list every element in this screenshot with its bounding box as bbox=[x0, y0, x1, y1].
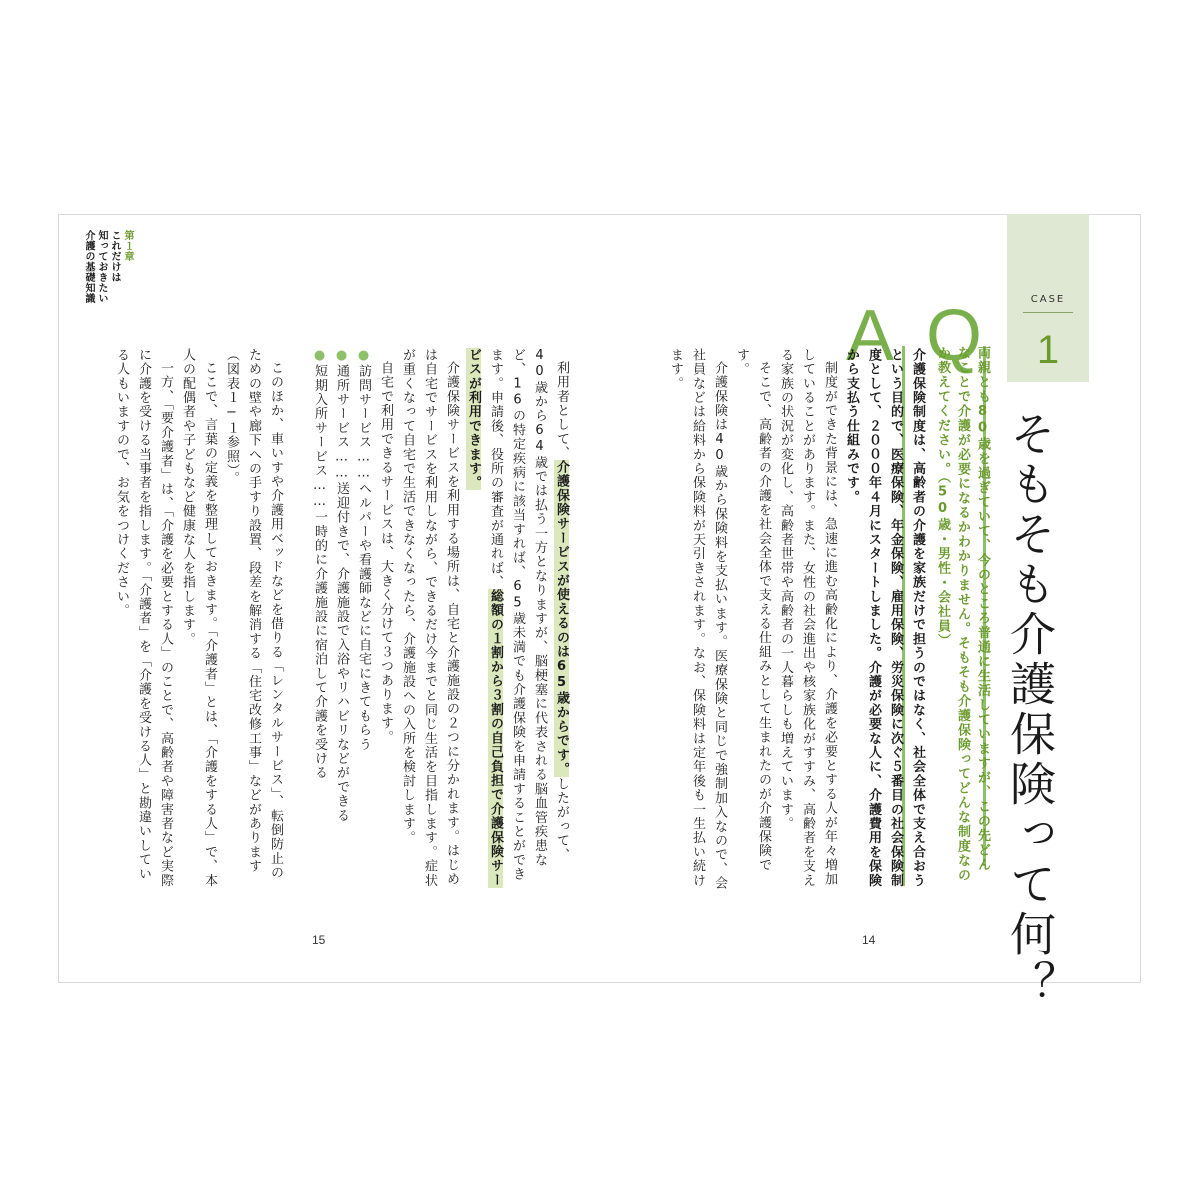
case-number: 1 bbox=[1036, 328, 1060, 372]
left-p1-text-mid: したがって、40歳から64歳では払う一方となりますが、脳梗塞に代表される脳血管疾患など、16の特定疾病に該当すれば、65歳未満でも介護保険を申請することができます。申請後、役所の審査が通れば、 bbox=[488, 348, 569, 882]
left-page-body bbox=[110, 348, 572, 893]
answer-paragraph-4: 介護保険は40歳から保険料を支払います。医療保険と同じで強制加入なので、会社員などは給料から保険料が天引きされます。なお、保険料は定年後も一生払い続けます。 bbox=[668, 348, 727, 891]
page-number-left: 15 bbox=[312, 933, 326, 947]
answer-paragraph-3: そこで、高齢者の介護を社会全体で支える仕組みとして生まれたのが介護保険です。 bbox=[734, 348, 771, 873]
left-paragraph-6: 一方、「要介護者」は、「介護を必要とする人」のことで、高齢者や障害者など実際に介護を受ける当事者を指します。「介護者」を「介護を受ける人」と勘違いしている人もいますので、お気をつけください。 bbox=[114, 348, 173, 888]
highlight-65: 介護保険サービスが使えるのは65歳からです。 bbox=[554, 460, 569, 777]
left-paragraph-4: このほか、車いすや介護用ベッドなどを借りる「レンタルサービス」、転倒防止のための壁や廊下への手すり設置、段差を解消する「住宅改修工事」などがあります（図表１−１参照）。 bbox=[224, 348, 283, 880]
answer-paragraph-2: 制度ができた背景には、急速に進む高齢化により、介護を必要とする人が年々増加していることがあります。また、女性の社会進出や核家族化がすすみ、高齢者を支える家族の状況が変化し、高齢者世帯や高齢者の一人暮らしも増えています。 bbox=[778, 348, 837, 888]
bullet-icon: ● bbox=[312, 348, 327, 365]
question-text: 両親とも80歳を過ぎていて、今のところ普通に生活していますが、この先どんなことで介護が必要になるかわかりません。そもそも介護保険ってどんな制度なのか教えてください。（50歳・男性・会社員） bbox=[935, 346, 990, 883]
answer-body bbox=[664, 348, 928, 893]
chapter-title-line3: 介護の基礎知識 bbox=[83, 230, 94, 304]
bullet-item-2 bbox=[330, 348, 352, 893]
left-paragraph-1 bbox=[462, 348, 572, 893]
left-paragraph-3: 自宅で利用できるサービスは、大きく分けて３つあります。 bbox=[378, 361, 393, 745]
case-panel bbox=[1007, 214, 1089, 382]
chapter-title-line1: これだけは bbox=[109, 230, 120, 283]
bullet-item-3 bbox=[308, 348, 330, 893]
highlight-copay: 総額の１割から３割の自己負担で介護保険サービスが利用できます。 bbox=[466, 348, 503, 888]
answer-paragraph-1: 介護保険制度は、高齢者の介護を家族だけで担うのではなく、社会全体で支え合おうという目的で、医療保険、年金保険、雇用保険、労災保険に次ぐ５番目の社会保険制度として、２０００年４月にスタートしました。介護が必要な人に、介護費用を保険から支払う仕組みです。 bbox=[844, 348, 925, 888]
chapter-header bbox=[82, 230, 133, 304]
case-label: CASE bbox=[1030, 294, 1066, 305]
page-title: そもそも介護保険って何？ bbox=[1003, 410, 1057, 1010]
case-divider bbox=[1023, 312, 1073, 313]
bullet-text: 短期入所サービス……一時的に介護施設に宿泊して介護を受ける bbox=[312, 364, 327, 781]
bullet-item-1 bbox=[352, 348, 374, 893]
left-p1-text: 利用者として、 bbox=[554, 361, 569, 461]
q-letter: Q bbox=[926, 296, 983, 376]
page-number-right: 14 bbox=[862, 933, 876, 947]
chapter-title-line2: 知っておきたい bbox=[96, 230, 107, 304]
left-paragraph-5: ここで、言葉の定義を整理しておきます。「介護者」とは、「介護をする人」で、本人の配偶者や子どもなど健康な人を指します。 bbox=[180, 348, 217, 888]
bullet-icon: ● bbox=[356, 348, 371, 365]
left-paragraph-2: 介護保険サービスを利用する場所は、自宅と介護施設の２つに分かれます。はじめは自宅でサービスを利用しながら、できるだけ今までと同じ生活を目指します。症状が重くなって自宅で生活できなくなったら、介護施設への入所を検討します。 bbox=[400, 348, 459, 888]
bullet-icon: ● bbox=[334, 348, 349, 365]
bullet-text: 訪問サービス……ヘルパーや看護師などに自宅にきてもらう bbox=[356, 364, 371, 752]
a-letter: A bbox=[846, 296, 895, 376]
bullet-text: 通所サービス……送迎付きで、介護施設で入浴やリハビリなどができる bbox=[334, 364, 349, 823]
chapter-number: 第１章 bbox=[122, 230, 133, 262]
